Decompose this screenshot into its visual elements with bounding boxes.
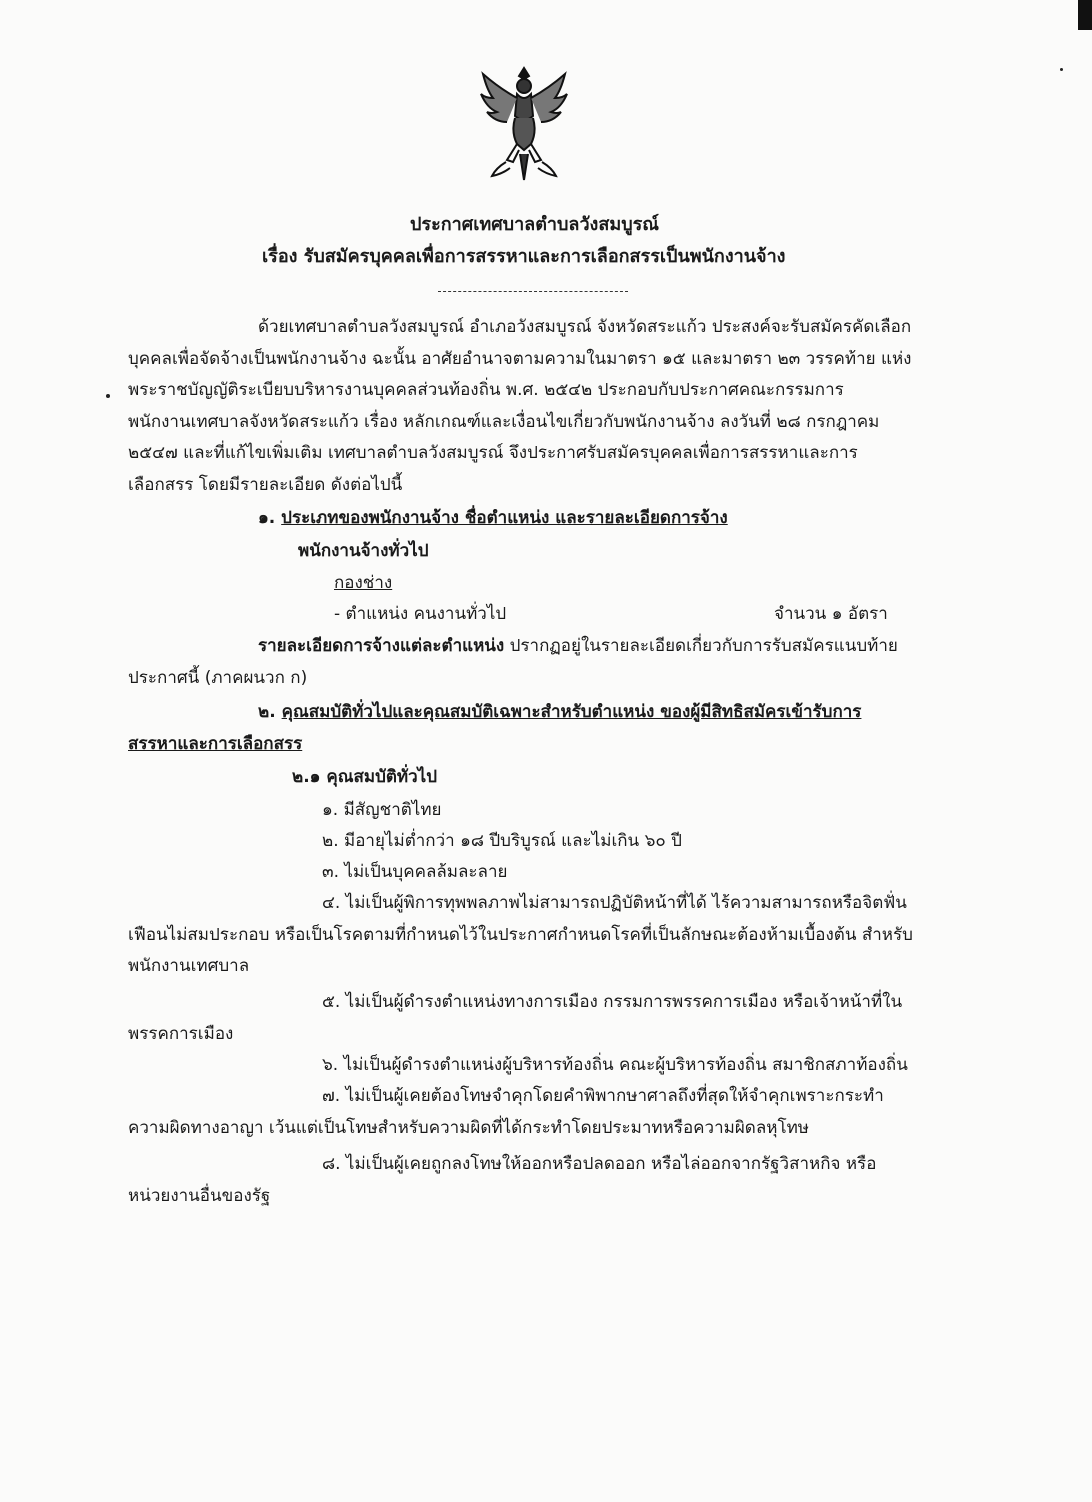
qualification-item-cont: หน่วยงานอื่นของรัฐ [128,1186,271,1206]
section2-heading-line2: สรรหาและการเลือกสรร [128,734,303,754]
scan-speck [106,394,110,398]
qualification-item: ๔. ไม่เป็นผู้พิการทุพพลภาพไม่สามารถปฏิบัติหน้าที่ได้ ไร้ความสามารถหรือจิตฟั่น [322,893,907,913]
garuda-emblem-icon [476,62,572,190]
section2-number: ๒. [258,702,276,722]
qualification-item: ๘. ไม่เป็นผู้เคยถูกลงโทษให้ออกหรือปลดออก หรือไล่ออกจากรัฐวิสาหกิจ หรือ [322,1154,877,1174]
qualification-item: ๒. มีอายุไม่ต่ำกว่า ๑๘ ปีบริบูรณ์ และไม่เกิน ๖๐ ปี [322,831,682,851]
employment-detail-line2: ประกาศนี้ (ภาคผนวก ก) [128,668,308,688]
qualification-item: ๑. มีสัญชาติไทย [322,800,442,820]
employee-type: พนักงานจ้างทั่วไป [298,541,429,561]
employment-detail-rest: ปรากฏอยู่ในรายละเอียดเกี่ยวกับการรับสมัครแนบท้าย [504,636,898,656]
page-title: ประกาศเทศบาลตำบลวังสมบูรณ์ [410,214,659,235]
intro-line: บุคคลเพื่อจัดจ้างเป็นพนักงานจ้าง ฉะนั้น อาศัยอำนาจตามความในมาตรา ๑๕ และมาตรา ๒๓ วรรคท้าย แห่ง [128,349,912,369]
qualification-item-cont: พนักงานเทศบาล [128,956,250,976]
intro-line: พระราชบัญญัติระเบียบบริหารงานบุคคลส่วนท้องถิ่น พ.ศ. ๒๕๔๒ ประกอบกับประกาศคณะกรรมการ [128,380,844,400]
section1-heading-text: ประเภทของพนักงานจ้าง ชื่อตำแหน่ง และรายละเอียดการจ้าง [281,508,728,528]
intro-line: พนักงานเทศบาลจังหวัดสระแก้ว เรื่อง หลักเกณฑ์และเงื่อนไขเกี่ยวกับพนักงานจ้าง ลงวันที่ ๒๘ กรกฎาคม [128,412,880,432]
employment-detail [258,632,898,660]
qualification-item-cont: ความผิดทางอาญา เว้นแต่เป็นโทษสำหรับความผิดที่ได้กระทำโดยประมาทหรือความผิดลหุโทษ [128,1118,810,1138]
section2-subheading: ๒.๑ คุณสมบัติทั่วไป [292,767,438,787]
division: กองช่าง [334,573,393,593]
scan-edge-mark [1078,0,1092,30]
page-subject: เรื่อง รับสมัครบุคคลเพื่อการสรรหาและการเลือกสรรเป็นพนักงานจ้าง [262,246,786,267]
qualification-item-cont: เฟือนไม่สมประกอบ หรือเป็นโรคตามที่กำหนดไว้ในประกาศกำหนดโรคที่เป็นลักษณะต้องห้ามเบื้องต้น สำหรับ [128,925,913,945]
employment-detail-bold: รายละเอียดการจ้างแต่ละตำแหน่ง [258,636,505,656]
scan-speck [1060,68,1063,71]
section2-heading-text: คุณสมบัติทั่วไปและคุณสมบัติเฉพาะสำหรับตำแหน่ง ของผู้มีสิทธิสมัครเข้ารับการ [281,702,862,722]
position-item: - ตำแหน่ง คนงานทั่วไป [334,604,507,624]
qualification-item-cont: พรรคการเมือง [128,1024,234,1044]
position-quota: จำนวน ๑ อัตรา [774,604,888,624]
intro-line: ๒๕๔๗ และที่แก้ไขเพิ่มเติม เทศบาลตำบลวังสมบูรณ์ จึงประกาศรับสมัครบุคคลเพื่อการสรรหาและการ [128,443,858,463]
title-separator [438,291,628,292]
section1-heading [258,504,728,532]
section2-heading [258,698,861,726]
intro-line: ด้วยเทศบาลตำบลวังสมบูรณ์ อำเภอวังสมบูรณ์ จังหวัดสระแก้ว ประสงค์จะรับสมัครคัดเลือก [258,317,912,337]
qualification-item: ๕. ไม่เป็นผู้ดำรงตำแหน่งทางการเมือง กรรมการพรรคการเมือง หรือเจ้าหน้าที่ใน [322,992,903,1012]
qualification-item: ๖. ไม่เป็นผู้ดำรงตำแหน่งผู้บริหารท้องถิ่น คณะผู้บริหารท้องถิ่น สมาชิกสภาท้องถิ่น [322,1055,908,1075]
intro-line: เลือกสรร โดยมีรายละเอียด ดังต่อไปนี้ [128,475,403,495]
qualification-item: ๓. ไม่เป็นบุคคลล้มละลาย [322,862,508,882]
section1-number: ๑. [258,508,276,528]
qualification-item: ๗. ไม่เป็นผู้เคยต้องโทษจำคุกโดยคำพิพากษาศาลถึงที่สุดให้จำคุกเพราะกระทำ [322,1086,884,1106]
